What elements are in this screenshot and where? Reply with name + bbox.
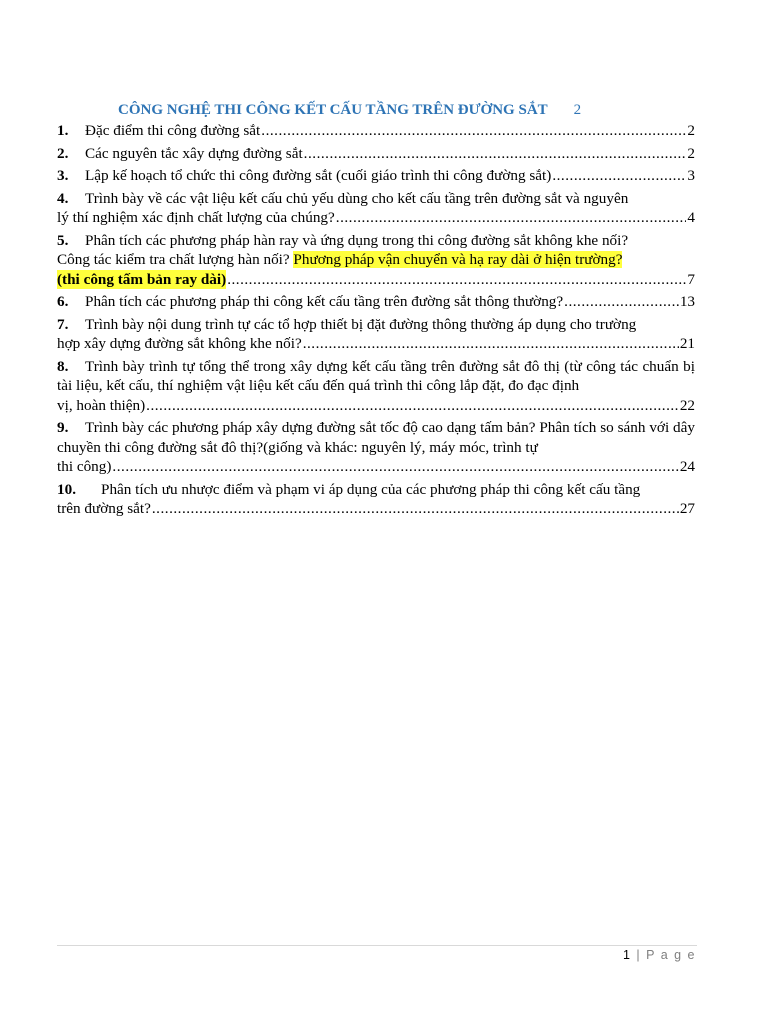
toc-entry-number: 10. <box>57 480 76 498</box>
dot-leader <box>261 121 686 141</box>
toc-entry-number: 1. <box>57 122 69 139</box>
footer-page-label: P a g e <box>646 948 696 962</box>
toc-entry-8[interactable] <box>57 357 695 416</box>
footer-separator: | <box>636 948 642 962</box>
toc-entry-page: 24 <box>679 458 695 475</box>
footer-page-number: 1 <box>622 948 632 962</box>
footer-divider <box>57 945 697 946</box>
highlighted-text: Phương pháp vận chuyển và hạ ray dài ở hiện trường? <box>293 251 623 268</box>
toc-entry-text: Lập kế hoạch tổ chức thi công đường sắt (cuối giáo trình thi công đường sắt) <box>85 167 552 184</box>
toc-entry-text: Phân tích ưu nhược điểm và phạm vi áp dụng của các phương pháp thi công kết cấu tầng <box>101 480 641 498</box>
dot-leader <box>227 270 686 290</box>
toc-entry-3[interactable] <box>57 166 695 186</box>
toc-entry-10[interactable] <box>57 480 695 519</box>
toc-entry-page: 22 <box>679 396 695 414</box>
toc-heading-title: CÔNG NGHỆ THI CÔNG KẾT CẤU TẦNG TRÊN ĐƯỜNG SẮT <box>118 102 548 118</box>
toc-entry-text: Đặc điểm thi công đường sắt <box>85 122 261 139</box>
toc-entry-page: 7 <box>687 270 695 288</box>
page-footer <box>623 948 696 962</box>
toc-entry-page: 3 <box>687 167 695 184</box>
toc-entry-4[interactable] <box>57 189 695 228</box>
toc-entry-text-continued: vị, hoàn thiện) <box>57 396 146 414</box>
toc-entry-page: 27 <box>679 500 695 517</box>
toc-heading[interactable] <box>118 100 678 120</box>
toc-entry-page: 4 <box>687 209 695 226</box>
toc-entry-text: Trình bày về các vật liệu kết cấu chủ yếu dùng cho kết cấu tầng trên đường sắt và nguyên <box>85 189 629 207</box>
highlighted-bold-text: (thi công tấm bản ray dài) <box>57 270 227 288</box>
dot-leader <box>304 144 687 164</box>
dot-leader <box>564 292 679 312</box>
dot-leader <box>303 334 679 354</box>
toc-entry-text: Trình bày các phương pháp xây dựng đường sắt tốc độ cao dạng tấm bản? Phân tích so sánh với dây chuyền thi công đường sắt đô thị?(giống và khác: nguyên lý, máy móc, trình tự <box>57 419 695 456</box>
toc-entry-text: Phân tích các phương pháp hàn ray và ứng dụng trong thi công đường sắt không khe nối? <box>85 231 629 249</box>
toc-entry-7[interactable] <box>57 315 695 354</box>
table-of-contents <box>57 121 695 522</box>
toc-entry-number: 5. <box>57 231 69 249</box>
toc-entry-page: 21 <box>679 335 695 352</box>
toc-entry-2[interactable] <box>57 144 695 164</box>
dot-leader <box>146 396 679 416</box>
toc-entry-5[interactable] <box>57 231 695 290</box>
toc-entry-page: 2 <box>687 122 695 139</box>
toc-entry-page: 2 <box>687 144 695 162</box>
dot-leader <box>112 457 678 477</box>
toc-entry-text-continued: trên đường sắt? <box>57 500 151 517</box>
toc-entry-number: 9. <box>57 419 69 436</box>
toc-entry-text-continued: thi công) <box>57 458 112 475</box>
toc-entry-text: Các nguyên tắc xây dựng đường sắt <box>85 144 303 162</box>
toc-entry-6[interactable] <box>57 292 695 312</box>
toc-entry-1[interactable] <box>57 121 695 141</box>
dot-leader <box>336 208 687 228</box>
toc-entry-text-continued: Công tác kiểm tra chất lượng hàn nối? <box>57 251 290 268</box>
toc-entry-text-continued: lý thí nghiệm xác định chất lượng của chúng? <box>57 209 335 226</box>
toc-entry-number: 4. <box>57 189 69 207</box>
dot-leader <box>152 499 679 519</box>
toc-entry-page: 13 <box>679 293 695 310</box>
toc-entry-9[interactable] <box>57 418 695 477</box>
toc-heading-page: 2 <box>573 102 582 118</box>
toc-entry-text-continued: hợp xây dựng đường sắt không khe nối? <box>57 335 302 352</box>
toc-entry-number: 2. <box>57 144 69 162</box>
toc-entry-text: Phân tích các phương pháp thi công kết cấu tầng trên đường sắt thông thường? <box>85 293 564 310</box>
toc-entry-text: Trình bày trình tự tổng thể trong xây dựng kết cấu tầng trên đường sắt đô thị (từ công tác chuẩn bị tài liệu, kết cấu, thí nghiệm vật liệu kết cấu đến quá trình thi công lắp đặt, đo đạc định <box>57 357 695 394</box>
toc-entry-number: 8. <box>57 357 69 375</box>
toc-entry-text: Trình bày nội dung trình tự các tổ hợp thiết bị đặt đường thông thường áp dụng cho trường <box>85 315 637 333</box>
toc-entry-number: 6. <box>57 293 69 310</box>
toc-entry-number: 3. <box>57 167 69 184</box>
toc-entry-number: 7. <box>57 315 69 333</box>
dot-leader <box>552 166 686 186</box>
